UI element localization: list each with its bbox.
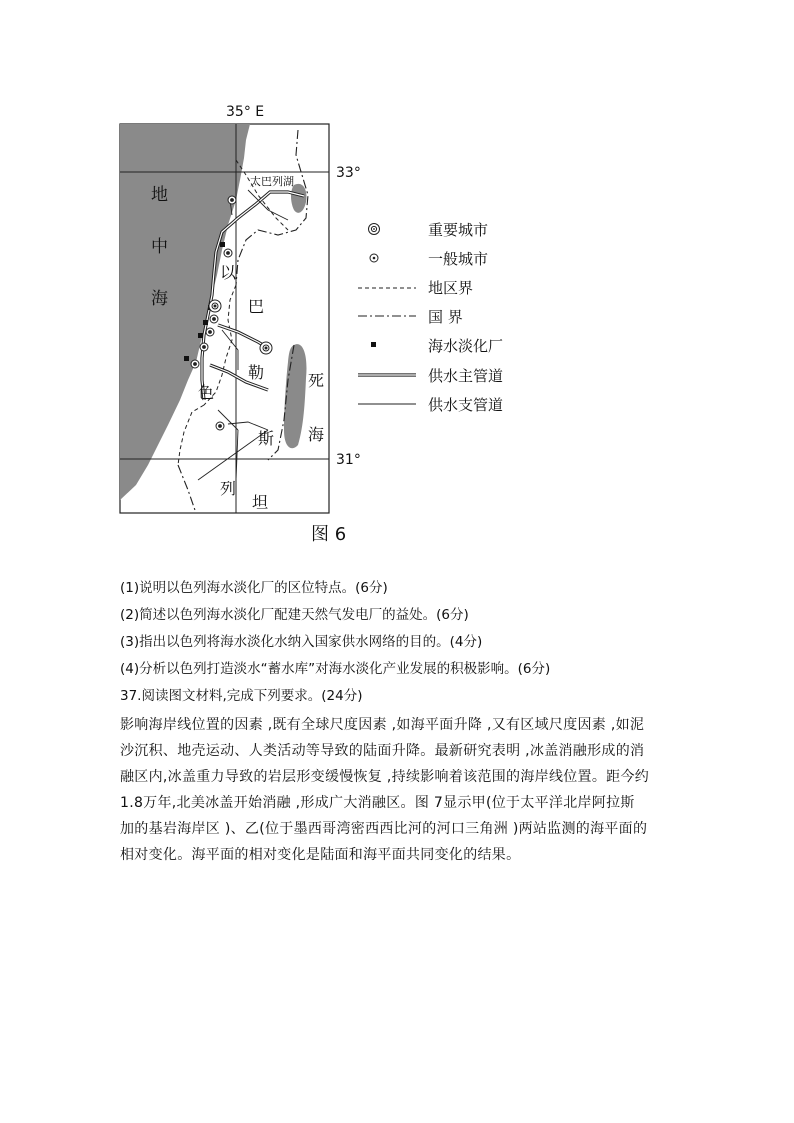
legend-city: 一般城市 [428,250,489,268]
figure-caption: 图 6 [311,524,347,545]
question-1: (1)说明以色列海水淡化厂的区位特点。(6分) [120,580,388,596]
reading-passage [120,712,675,868]
legend-national-boundary: 国 界 [428,308,463,326]
legend-main-pipeline: 供水主管道 [428,367,504,385]
passage-line: 相对变化。海平面的相对变化是陆面和海平面共同变化的结果。 [120,847,521,863]
sea-label-1: 地 [151,185,168,205]
palestine-label-3: 斯 [258,429,275,448]
question-3: (3)指出以色列将海水淡化水纳入国家供水网络的目的。(4分) [120,634,483,650]
legend-branch-pipeline: 供水支管道 [428,396,504,414]
lake-label: 太巴列湖 [250,175,294,188]
palestine-label-1: 巴 [248,297,265,316]
map-legend [358,221,503,414]
longitude-label: 35° E [226,104,265,120]
israel-label-2: 色 [198,383,215,402]
passage-line: 1.8万年,北美冰盖开始消融 ,形成广大消融区。图 7显示甲(位于太平洋北岸阿拉斯 [120,795,635,811]
lat-31-label: 31° [336,452,361,468]
question-4: (4)分析以色列打造淡水“蓄水库”对海水淡化产业发展的积极影响。(6分) [120,661,551,677]
palestine-label-2: 勒 [248,363,265,382]
question-2: (2)简述以色列海水淡化厂配建天然气发电厂的益处。(6分) [120,607,469,623]
passage-line: 融区内,冰盖重力导致的岩层形变缓慢恢复 ,持续影响着该范围的海岸线位置。距今约 [120,769,650,785]
passage-line: 沙沉积、地壳运动、人类活动等导致的陆面升降。最新研究表明 ,冰盖消融形成的消 [120,743,645,759]
israel-label-3: 列 [220,479,237,498]
passage-line: 影响海岸线位置的因素 ,既有全球尺度因素 ,如海平面升降 ,又有区域尺度因素 ,如泥 [120,717,645,733]
legend-desal-plant: 海水淡化厂 [428,337,504,355]
dead-sea-label-2: 海 [308,425,325,444]
sea-label-3: 海 [151,289,168,309]
passage-line: 加的基岩海岸区 )、乙(位于墨西哥湾密西西比河的河口三角洲 )两站监测的海平面的 [120,821,648,837]
question-37-heading: 37.阅读图文材料,完成下列要求。(24分) [120,688,363,704]
israel-label-1: 以 [220,263,237,282]
legend-region-boundary: 地区界 [428,279,474,297]
lat-33-label: 33° [336,165,361,181]
israel-water-supply-map [118,100,504,550]
legend-major-city: 重要城市 [428,221,489,239]
sea-label-2: 中 [151,237,168,257]
palestine-label-4: 坦 [252,493,269,512]
dead-sea-label-1: 死 [308,371,325,390]
